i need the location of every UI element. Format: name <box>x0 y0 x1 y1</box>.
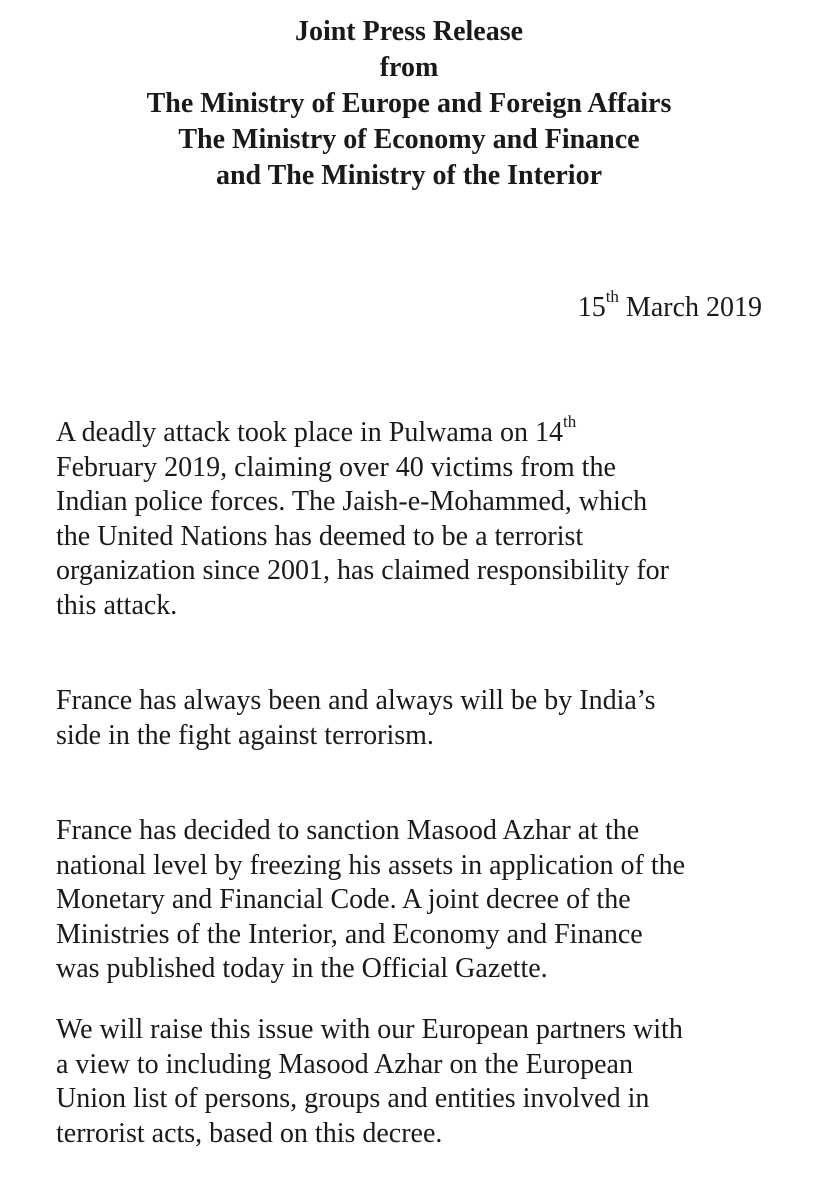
paragraph-european-partners <box>56 1013 776 1151</box>
release-date <box>577 286 762 326</box>
paragraph-line: Ministries of the Interior, and Economy and Finance <box>56 918 643 950</box>
paragraph-line: Monetary and Financial Code. A joint decree of the <box>56 884 631 915</box>
paragraph-line: terrorist acts, based on this decree. <box>56 1117 443 1149</box>
paragraph-line: side in the fight against terrorism. <box>56 719 434 751</box>
paragraph-line: We will raise this issue with our European partners with <box>56 1014 683 1045</box>
paragraph-line: organization since 2001, has claimed responsibility for <box>56 555 670 586</box>
paragraph-line-text: A deadly attack took place in Pulwama on 14 <box>56 417 563 448</box>
paragraph-line: national level by freezing his assets in application of the <box>56 849 686 881</box>
date-day-suffix: th <box>605 286 619 306</box>
document-heading <box>0 14 818 194</box>
heading-line-ministry-economy: The Ministry of Economy and Finance <box>178 124 640 155</box>
paragraph-line: the United Nations has deemed to be a terrorist <box>56 520 584 552</box>
paragraph-line: a view to including Masood Azhar on the European <box>56 1048 633 1080</box>
date-day: 15 <box>577 292 606 323</box>
paragraph-line: France has decided to sanction Masood Azhar at the <box>56 815 640 846</box>
paragraph-line: was published today in the Official Gazette. <box>56 953 548 984</box>
paragraph-line: France has always been and always will be by India’s <box>56 685 656 716</box>
paragraph-line <box>56 411 776 451</box>
paragraph-sanction <box>56 814 776 987</box>
paragraph-line: Union list of persons, groups and entities involved in <box>56 1083 650 1114</box>
heading-line-from: from <box>379 52 439 83</box>
paragraph-line: Indian police forces. The Jaish-e-Mohammed, which <box>56 486 648 517</box>
ordinal-suffix: th <box>562 411 577 431</box>
paragraph-line: this attack. <box>56 589 178 621</box>
heading-line-ministry-interior: and The Ministry of the Interior <box>215 160 603 191</box>
paragraph-support <box>56 684 776 753</box>
paragraph-line: February 2019, claiming over 40 victims from the <box>56 451 616 483</box>
heading-line-title: Joint Press Release <box>294 16 524 47</box>
paragraph-attack <box>56 411 776 623</box>
date-month-year: March 2019 <box>618 292 762 323</box>
heading-line-ministry-europe: The Ministry of Europe and Foreign Affairs <box>146 88 672 119</box>
